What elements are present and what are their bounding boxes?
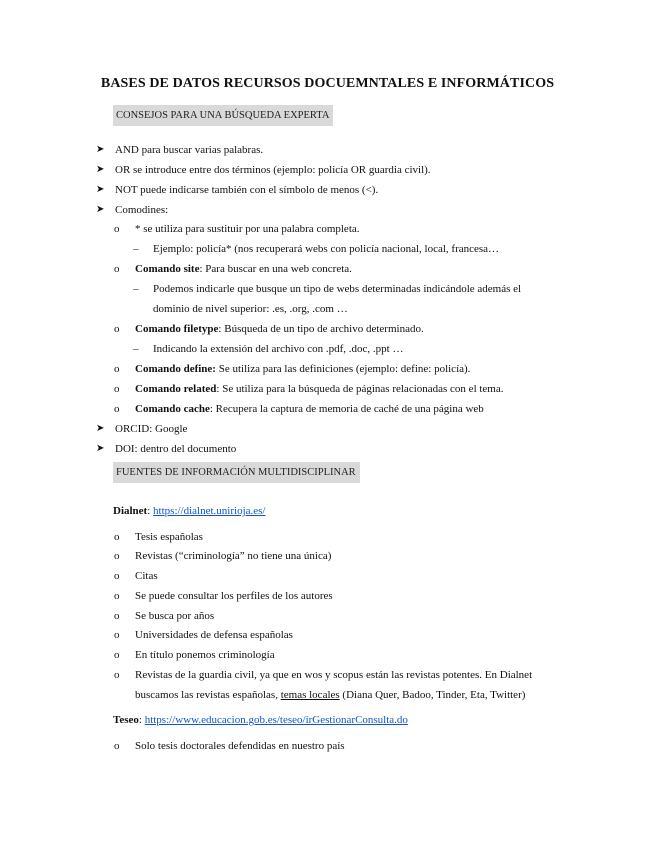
- circle-bullet-icon: o: [114, 223, 120, 235]
- arrow-bullet-icon: ➤: [96, 204, 105, 215]
- circle-bullet-icon: o: [114, 403, 120, 415]
- circle-bullet-icon: o: [114, 323, 120, 335]
- section-heading-fuentes: FUENTES DE INFORMACIÓN MULTIDISCIPLINAR: [113, 462, 360, 483]
- dialnet-line: Dialnet: https://dialnet.unirioja.es/: [113, 505, 266, 517]
- teseo-line: Teseo: https://www.educacion.gob.es/teseo/irGestionarConsulta.do: [113, 714, 408, 726]
- circle-bullet-icon: o: [114, 590, 120, 602]
- document-title: BASES DE DATOS RECURSOS DOCUEMNTALES E INFORMÁTICOS: [100, 76, 555, 91]
- arrow-bullet-icon: ➤: [96, 443, 105, 454]
- list-item-continuation: buscamos las revistas españolas, temas locales (Diana Quer, Badoo, Tinder, Eta, Twitter): [135, 689, 526, 701]
- arrow-bullet-icon: ➤: [96, 184, 105, 195]
- circle-bullet-icon: o: [114, 363, 120, 375]
- circle-bullet-icon: o: [114, 669, 120, 681]
- dash-bullet-icon: –: [133, 243, 139, 255]
- circle-bullet-icon: o: [114, 740, 120, 752]
- teseo-link[interactable]: https://www.educacion.gob.es/teseo/irGestionarConsulta.do: [144, 714, 408, 726]
- circle-bullet-icon: o: [114, 550, 120, 562]
- circle-bullet-icon: o: [114, 263, 120, 275]
- dialnet-link[interactable]: https://dialnet.unirioja.es/: [153, 505, 266, 517]
- document-page: BASES DE DATOS RECURSOS DOCUEMNTALES E INFORMÁTICOS CONSEJOS PARA UNA BÚSQUEDA EXPERTA ➤ AND para buscar varias palabras. ➤ OR se introduce entre dos términos (ejemplo: policía OR guardia civil). ➤ NOT puede indicarse también con el símbolo de menos (<). ➤ Comodines: o * se utiliza para sustituir por una palabra completa. – Ejemplo: policía* (nos recuperará webs con policía nacional, local, francesa… o Comando site: Para buscar en una web concreta. – Podemos indicarle que busque un tipo de webs determinadas indicándole además el dominio de nivel superior: .es, .org, .com … o Comando filetype: Búsqueda de un tipo de archivo determinado. – Indicando la extensión del archivo con .pdf, .doc, .ppt … o Comando define: Se utiliza para las definiciones (ejemplo: define: policía). o Comando related: Se utiliza para la búsqueda de páginas relacionadas con el tema. o Comando cache: Recupera la captura de memoria de caché de una página web ➤ ORCID: Google ➤ DOI: dentro del documento FUENTES DE INFORMACIÓN MULTIDISCIPLINAR Dialnet: https://dialnet.unirioja.es/ o Tesis españolas o Revistas (“criminología” no tiene una única) o Citas o Se puede consultar los perfiles de los autores o Se busca por años o Universidades de defensa españolas o En título ponemos criminología o Revistas de la guardia civil, ya que en wos y scopus están las revistas potentes. En Dialnet buscamos las revistas españolas, temas locales (Diana Quer, Badoo, Tinder, Eta, Twitter) Teseo: https://www.educacion.gob.es/teseo/irGestionarConsulta.do o Solo tesis doctorales defendidas en nuestro país: [0, 0, 655, 848]
- circle-bullet-icon: o: [114, 629, 120, 641]
- arrow-bullet-icon: ➤: [96, 423, 105, 434]
- dash-bullet-icon: –: [133, 283, 139, 295]
- circle-bullet-icon: o: [114, 570, 120, 582]
- list-item-continuation: dominio de nivel superior: .es, .org, .com …: [153, 303, 348, 315]
- dash-bullet-icon: –: [133, 343, 139, 355]
- circle-bullet-icon: o: [114, 531, 120, 543]
- circle-bullet-icon: o: [114, 649, 120, 661]
- circle-bullet-icon: o: [114, 610, 120, 622]
- circle-bullet-icon: o: [114, 383, 120, 395]
- arrow-bullet-icon: ➤: [96, 164, 105, 175]
- section-heading-consejos: CONSEJOS PARA UNA BÚSQUEDA EXPERTA: [113, 105, 333, 126]
- arrow-bullet-icon: ➤: [96, 144, 105, 155]
